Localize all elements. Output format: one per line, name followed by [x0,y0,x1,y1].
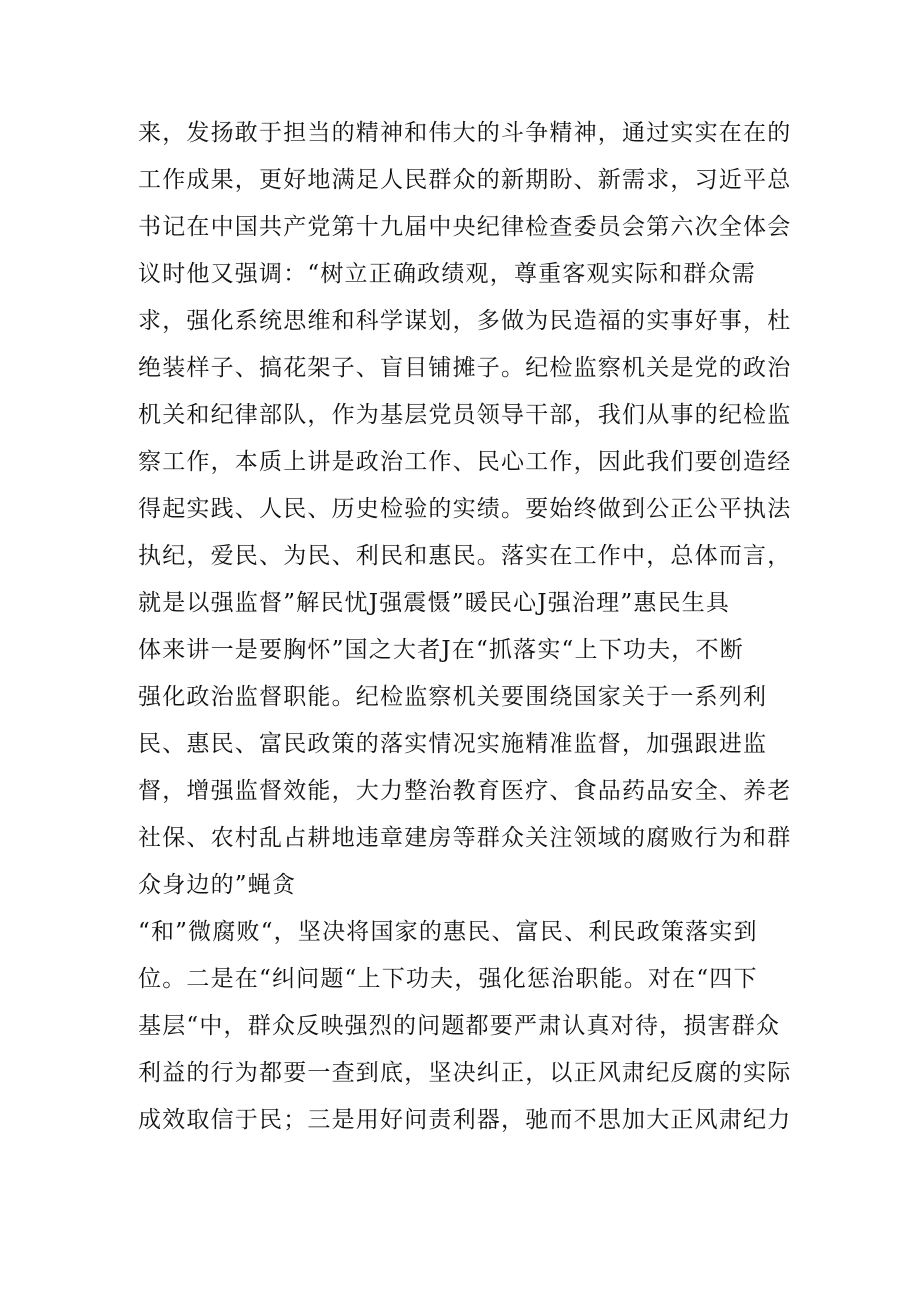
text-line: 工作成果，更好地满足人民群众的新期盼、新需求，习近平总 [138,167,792,193]
text-line: 强化政治监督职能。纪检监察机关要围绕国家关于一系列利 [138,684,768,710]
text-line: 民、惠民、富民政策的落实情况实施精准监督，加强跟进监 [138,731,768,757]
text-line: 察工作，本质上讲是政治工作、民心工作，因此我们要创造经 [138,449,792,475]
text-line: 利益的行为都要一查到底，坚决纠正，以正风肃纪反腐的实际 [138,1060,792,1086]
text-line: 社保、农村乱占耕地违章建房等群众关注领域的腐败行为和群 [138,825,792,851]
text-line: 督，增强监督效能，大力整治教育医疗、食品药品安全、养老 [138,778,792,804]
text-line: 议时他又强调：“树立正确政绩观，尊重客观实际和群众需 [138,261,756,287]
text-line: 位。二是在“纠问题“上下功夫，强化惩治职能。对在“四下 [138,966,758,992]
text-line: 成效取信于民；三是用好问责利器，驰而不思加大正风肃纪力 [138,1107,792,1133]
text-line: 书记在中国共产党第十九届中央纪律检查委员会第六次全体会 [138,214,792,240]
text-line: 得起实践、人民、历史检验的实绩。要始终做到公正公平执法 [138,496,792,522]
text-line: 执纪，爱民、为民、利民和惠民。落实在工作中，总体而言， [138,543,792,569]
text-line: 就是以强监督”解民忧J强震慑”暖民心J强治理”惠民生具 [138,590,731,616]
text-line: 绝装样子、搞花架子、盲目铺摊子。纪检监察机关是党的政治 [138,355,792,381]
text-line: 众身边的”蝇贪 [138,872,297,898]
text-line: “和”微腐败“，坚决将国家的惠民、富民、利民政策落实到 [138,919,758,945]
text-line: 求，强化系统思维和科学谋划，多做为民造福的实事好事，杜 [138,308,792,334]
text-line: 基层“中，群众反映强烈的问题都要严肃认真对待，损害群众 [138,1013,781,1039]
text-line: 来，发扬敢于担当的精神和伟大的斗争精神，通过实实在在的 [138,120,792,146]
text-line: 体来讲一是要胸怀”国之大者J在“抓落实“上下功夫，不断 [138,637,744,663]
text-line: 机关和纪律部队，作为基层党员领导干部，我们从事的纪检监 [138,402,792,428]
